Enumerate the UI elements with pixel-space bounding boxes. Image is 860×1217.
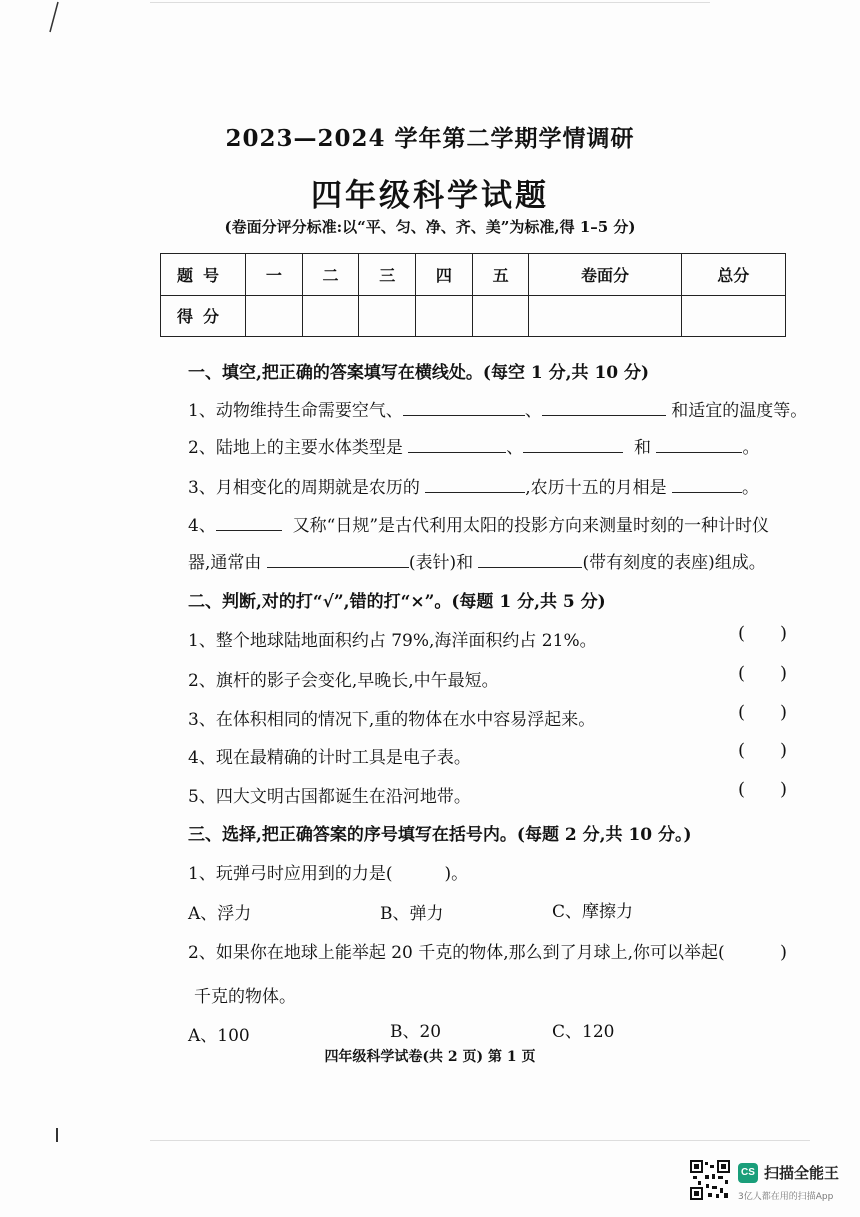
s1-question-2	[188, 433, 759, 458]
s1-q3-text-a: 3、月相变化的周期就是农历的	[188, 478, 420, 498]
score-cell	[246, 295, 303, 337]
s3-q1-text-b: )。	[444, 864, 469, 884]
col-2: 二	[302, 254, 359, 296]
section1-heading: 一、填空,把正确的答案填写在横线处。(每空 1 分,共 10 分)	[188, 363, 650, 383]
s1-question-4-line1	[188, 511, 769, 536]
scan-edge-top	[150, 2, 710, 3]
scan-mark	[0, 0, 80, 60]
s1-q2-sep: 、	[506, 438, 524, 458]
answer-paren-close: )	[780, 623, 788, 644]
fill-blank[interactable]	[408, 438, 506, 453]
s1-q3-text-b: ,农历十五的月相是	[525, 478, 667, 498]
s3-q1-text-a: 1、玩弹弓时应用到的力是(	[188, 864, 393, 884]
fill-blank[interactable]	[425, 478, 525, 493]
answer-paren-close: )	[780, 740, 788, 761]
fill-blank[interactable]	[403, 401, 525, 416]
s2-item-5: 5、四大文明古国都诞生在沿河地带。	[188, 787, 471, 807]
score-cell	[416, 295, 473, 337]
scanner-tagline: 3亿人都在用的扫描App	[738, 1192, 834, 1202]
s3-q1-option-c: C、摩擦力	[552, 902, 634, 922]
fill-blank[interactable]	[523, 438, 623, 453]
col-4: 四	[416, 254, 473, 296]
s1-q4-text-e: (带有刻度的表座)组成。	[582, 553, 766, 573]
s1-q4-text-b: 又称“日规”是古代利用太阳的投影方向来测量时刻的一种计时仪	[292, 516, 770, 536]
exam-title: 四年级科学试题	[311, 178, 549, 214]
row-label-score: 得分	[161, 295, 246, 337]
s1-q2-text-a: 2、陆地上的主要水体类型是	[188, 438, 403, 458]
score-table-score-row	[161, 295, 786, 337]
scan-edge-bottom	[150, 1140, 810, 1141]
section2-heading: 二、判断,对的打“√”,错的打“×”。(每题 1 分,共 5 分)	[188, 592, 606, 612]
answer-paren-close: )	[780, 779, 788, 800]
s1-q4-text-a: 4、	[188, 516, 216, 536]
answer-paren-close: )	[780, 663, 788, 684]
s3-question-1	[188, 859, 468, 884]
s3-q2-text-b: 千克的物体。	[194, 987, 296, 1007]
s1-question-3	[188, 473, 759, 498]
answer-paren-open: (	[738, 702, 746, 723]
row-label-question: 题号	[161, 254, 246, 296]
fill-blank[interactable]	[478, 553, 582, 568]
s1-q2-end: 。	[742, 438, 760, 458]
grading-note: (卷面分评分标准:以“平、匀、净、齐、美”为标准,得 1–5 分)	[224, 218, 636, 236]
answer-paren-close: )	[780, 942, 788, 963]
s1-q3-end: 。	[742, 478, 760, 498]
score-cell	[359, 295, 416, 337]
col-3: 三	[359, 254, 416, 296]
score-cell	[472, 295, 529, 337]
s1-q1-sep: 、	[524, 401, 542, 421]
col-5: 五	[472, 254, 529, 296]
s3-question-2: 2、如果你在地球上能举起 20 千克的物体,那么到了月球上,你可以举起(	[188, 943, 725, 963]
s2-item-2: 2、旗杆的影子会变化,早晚长,中午最短。	[188, 671, 499, 691]
score-cell	[302, 295, 359, 337]
s1-q4-text-d: (表针)和	[408, 553, 474, 573]
s1-q4-text-c: 器,通常由	[188, 553, 262, 573]
fill-blank[interactable]	[542, 401, 666, 416]
fill-blank[interactable]	[267, 553, 409, 568]
s3-q2-option-c: C、120	[552, 1022, 615, 1042]
s3-q1-option-b: B、弹力	[380, 904, 444, 924]
score-cell	[681, 295, 785, 337]
exam-term: 2023—2024 学年第二学期学情调研	[225, 125, 635, 152]
camscanner-logo: CS	[738, 1163, 758, 1183]
answer-paren-close: )	[780, 702, 788, 723]
answer-paren-open: (	[738, 623, 746, 644]
fill-blank[interactable]	[656, 438, 742, 453]
s3-q1-option-a: A、浮力	[188, 904, 252, 924]
scan-mark-left	[56, 1128, 58, 1142]
answer-paren-open: (	[738, 740, 746, 761]
col-neatness: 卷面分	[529, 254, 681, 296]
score-table-header-row	[161, 254, 786, 296]
scanner-brand: 扫描全能王	[764, 1164, 840, 1182]
score-cell	[529, 295, 681, 337]
s3-q2-option-b: B、20	[390, 1022, 442, 1042]
s1-question-4-line2	[188, 548, 766, 573]
s2-item-3: 3、在体积相同的情况下,重的物体在水中容易浮起来。	[188, 710, 596, 730]
s1-q1-text-a: 1、动物维持生命需要空气、	[188, 401, 403, 421]
score-table	[160, 253, 786, 337]
page-footer: 四年级科学试卷(共 2 页) 第 1 页	[324, 1049, 536, 1065]
s3-q2-option-a: A、100	[188, 1026, 250, 1046]
col-1: 一	[246, 254, 303, 296]
qr-code-icon	[690, 1160, 730, 1200]
s2-item-1: 1、整个地球陆地面积约占 79%,海洋面积约占 21%。	[188, 631, 597, 651]
fill-blank[interactable]	[672, 478, 742, 493]
col-total: 总分	[681, 254, 785, 296]
section3-heading: 三、选择,把正确答案的序号填写在括号内。(每题 2 分,共 10 分。)	[188, 825, 692, 845]
answer-paren-open: (	[738, 663, 746, 684]
s1-q1-text-b: 和适宜的温度等。	[671, 401, 808, 421]
s1-question-1	[188, 396, 807, 421]
s1-q2-and: 和	[634, 438, 652, 458]
s2-item-4: 4、现在最精确的计时工具是电子表。	[188, 748, 471, 768]
fill-blank[interactable]	[216, 516, 282, 531]
answer-paren-open: (	[738, 779, 746, 800]
